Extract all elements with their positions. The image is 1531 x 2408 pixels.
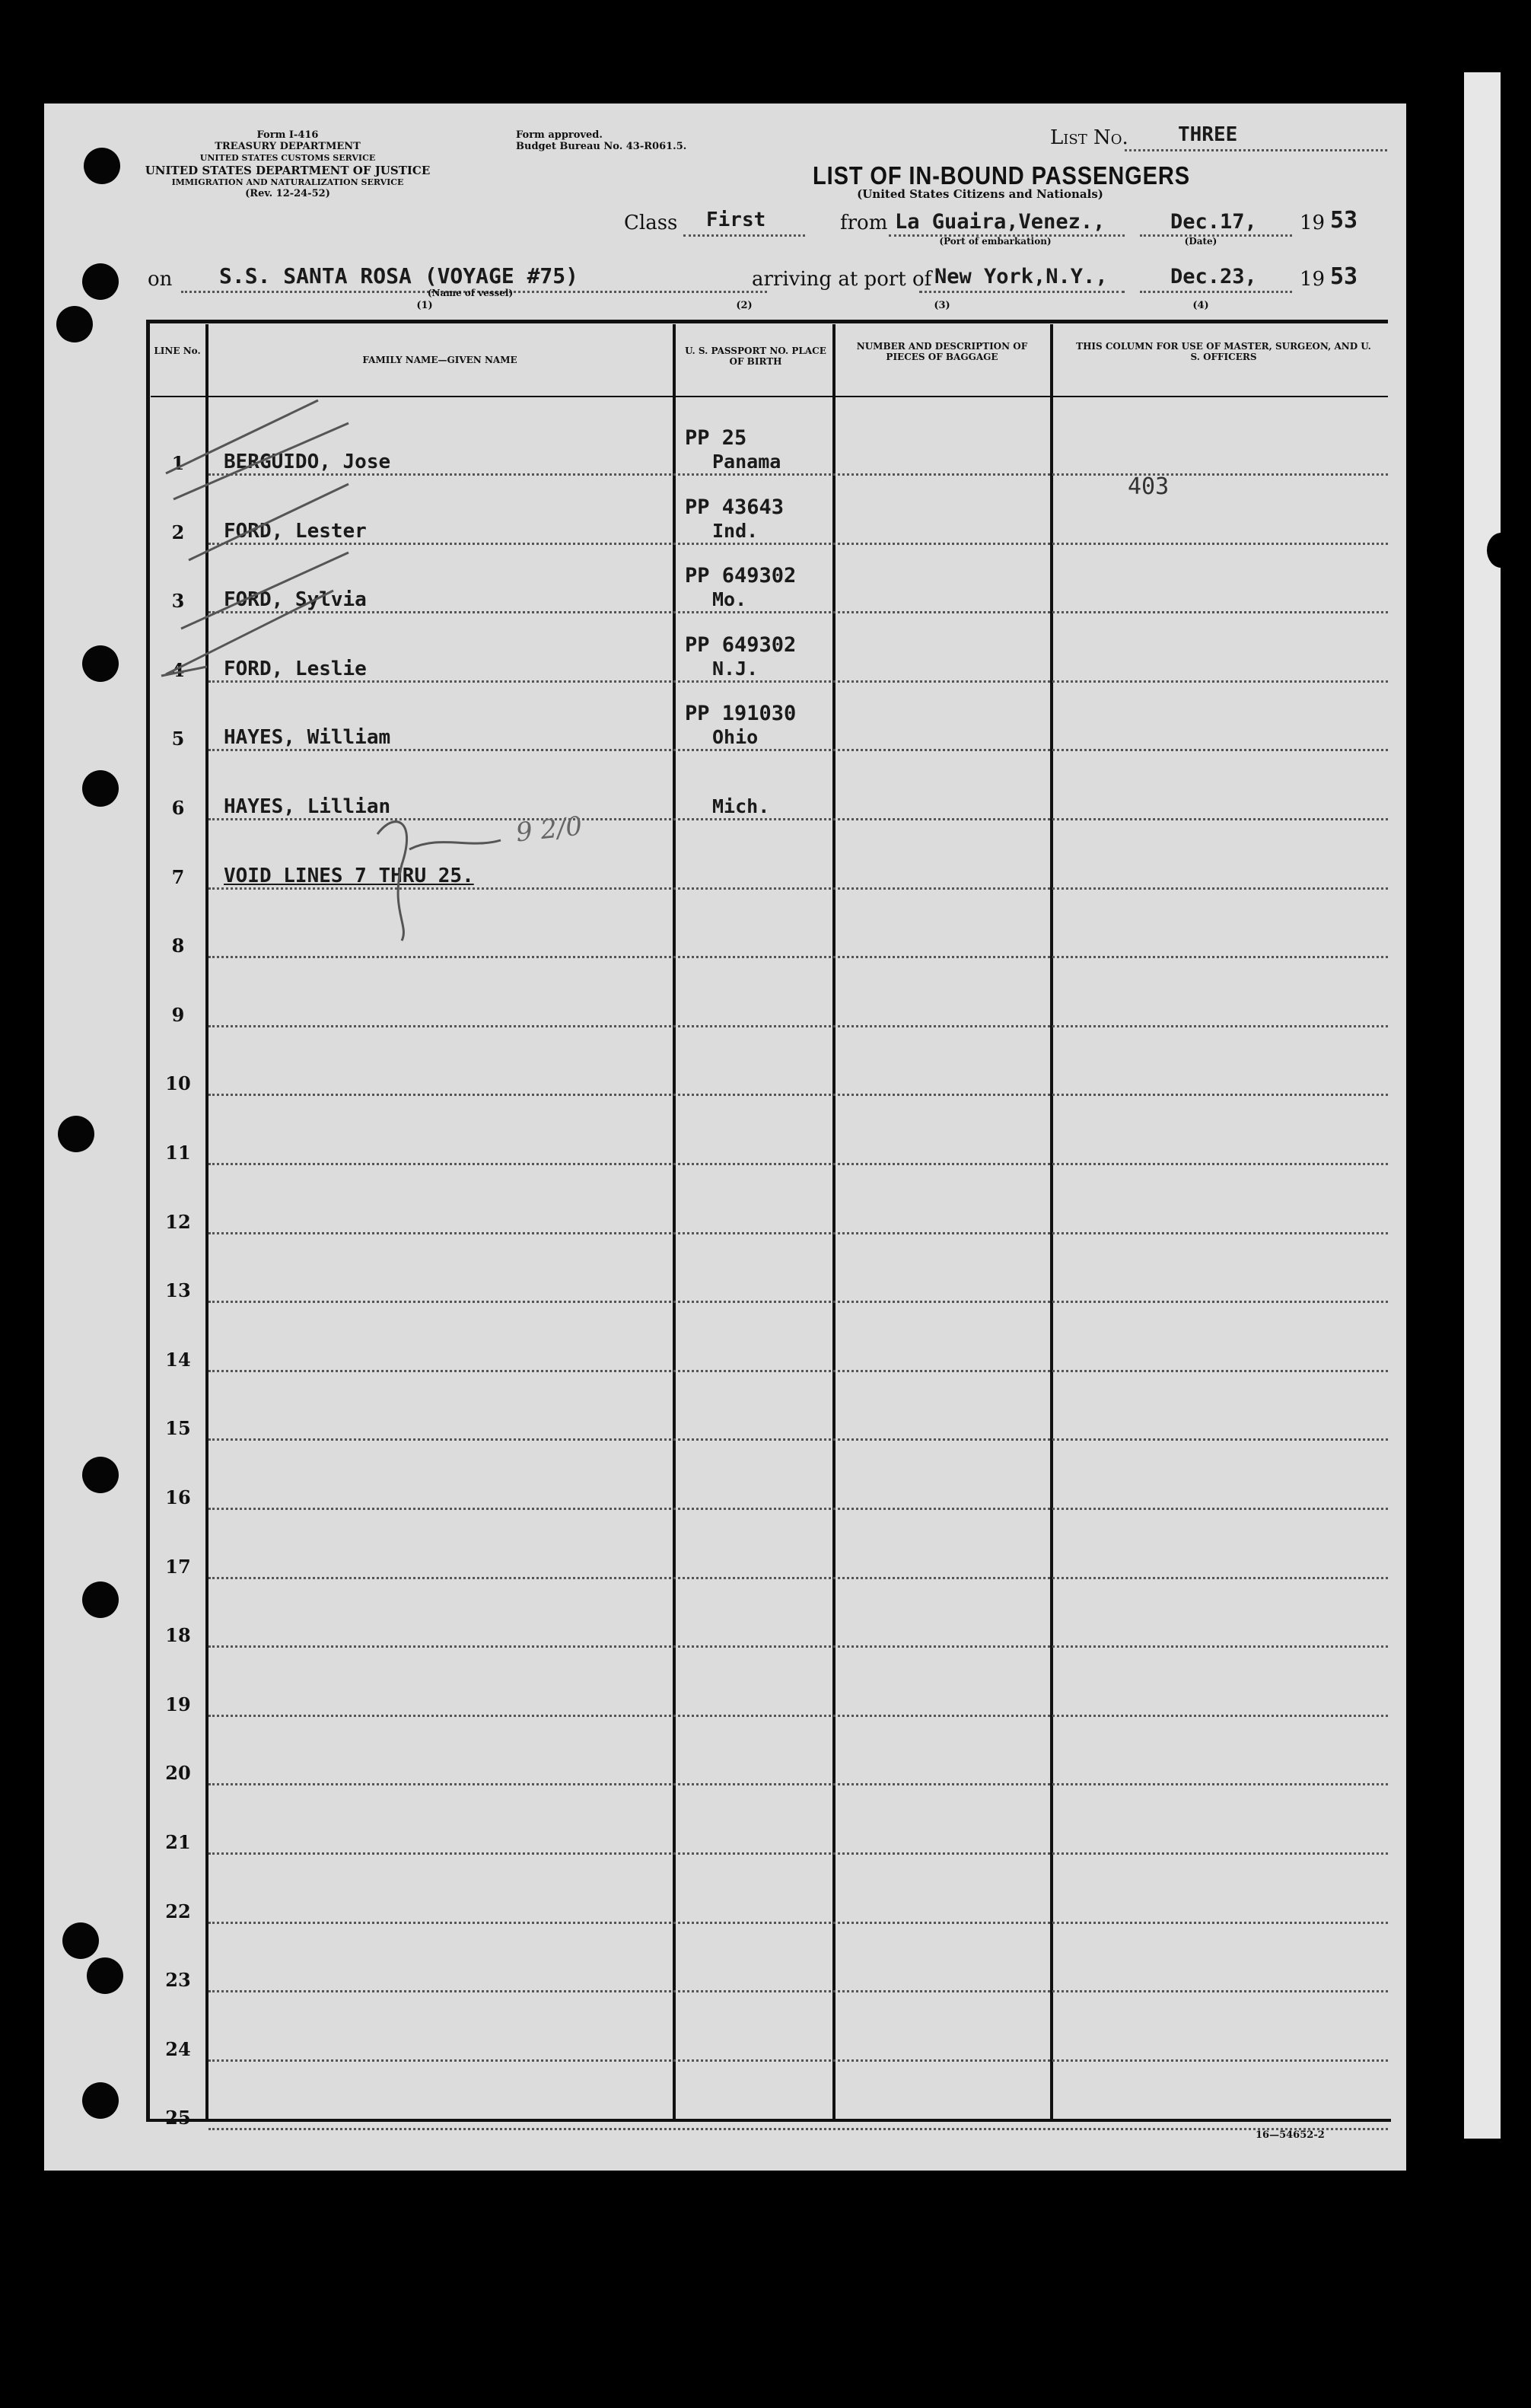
caption: (Date) <box>1184 236 1217 247</box>
passenger-name: FORD, Sylvia <box>224 588 367 612</box>
passport-number: PP 649302 <box>685 564 797 588</box>
arrival-port: New York,N.Y., <box>934 265 1108 288</box>
passport-number: PP 43643 <box>685 495 785 519</box>
line-number: 12 <box>165 1210 191 1233</box>
line-number: 10 <box>165 1072 191 1095</box>
service-name: UNITED STATES CUSTOMS SERVICE <box>199 153 376 163</box>
line-number: 1 <box>171 452 185 474</box>
column-marker: (2) <box>736 300 753 311</box>
page-title: LIST OF IN-BOUND PASSENGERS <box>813 161 1190 190</box>
check-mark <box>173 423 349 499</box>
on-label: on <box>148 268 173 291</box>
revision-date: (Rev. 12-24-52) <box>245 188 330 199</box>
line-number: 7 <box>171 865 185 888</box>
year-prefix: 19 <box>1300 268 1326 291</box>
passenger-name: HAYES, Lillian <box>224 795 391 818</box>
pencil-marks <box>44 104 1406 2171</box>
line-number: 9 <box>171 1003 185 1026</box>
line-number: 19 <box>165 1693 191 1715</box>
line-number: 15 <box>165 1417 191 1440</box>
header-officers: THIS COLUMN FOR USE OF MASTER, SURGEON, AND U. S. OFFICERS <box>1076 341 1371 362</box>
class-value: First <box>706 209 766 231</box>
line-number: 6 <box>171 797 185 819</box>
header-passport: U. S. PASSPORT NO. PLACE OF BIRTH <box>685 346 826 367</box>
vessel-name: S.S. SANTA ROSA (VOYAGE #75) <box>219 263 579 288</box>
line-number: 21 <box>165 1831 191 1853</box>
list-no-value: THREE <box>1178 123 1238 146</box>
check-mark <box>161 667 207 676</box>
passenger-name: VOID LINES 7 THRU 25. <box>224 864 474 887</box>
passenger-name: FORD, Lester <box>224 519 367 543</box>
line-number: 16 <box>165 1486 191 1508</box>
arriving-label: arriving at port of <box>752 268 932 291</box>
place-of-birth: Mo. <box>712 588 747 611</box>
list-no-label: List No. <box>1050 126 1128 149</box>
place-of-birth: N.J. <box>712 657 759 680</box>
line-number: 22 <box>165 1900 191 1922</box>
check-mark <box>166 400 318 473</box>
place-of-birth: Ohio <box>712 726 759 749</box>
passenger-list-sheet <box>44 104 1406 2171</box>
caption: (Port of embarkation) <box>939 236 1052 247</box>
check-mark <box>189 484 349 560</box>
adjacent-page-strip <box>1464 72 1501 2139</box>
form-print-number: 16—54652-2 <box>1256 2129 1325 2141</box>
page-subtitle: (United States Citizens and Nationals) <box>857 187 1103 201</box>
line-number: 2 <box>171 521 185 543</box>
line-number: 17 <box>165 1555 191 1578</box>
place-of-birth: Ind. <box>712 519 759 542</box>
caption: (Name of vessel) <box>427 288 514 298</box>
form-number: Form I-416 <box>256 129 319 141</box>
line-number: 25 <box>165 2107 191 2129</box>
class-label: Class <box>624 212 678 234</box>
line-number: 4 <box>171 658 185 681</box>
line-number: 18 <box>165 1624 191 1647</box>
line-number: 20 <box>165 1762 191 1785</box>
department-name: TREASURY DEPARTMENT <box>215 141 361 152</box>
line-number: 14 <box>165 1348 191 1371</box>
line-number: 8 <box>171 935 185 957</box>
line-number: 24 <box>165 2037 191 2060</box>
embarkation-port: La Guaira,Venez., <box>895 210 1106 234</box>
place-of-birth: Panama <box>712 451 781 473</box>
embarkation-date: Dec.17, <box>1170 210 1257 234</box>
check-mark <box>181 553 349 629</box>
column-marker: (4) <box>1192 300 1209 311</box>
arrival-date: Dec.23, <box>1170 265 1257 288</box>
line-number: 23 <box>165 1969 191 1992</box>
initials-scribble <box>377 822 407 941</box>
department-name: UNITED STATES DEPARTMENT OF JUSTICE <box>145 164 431 177</box>
passport-number: PP 25 <box>685 426 747 450</box>
approval-line: Form approved. <box>516 129 603 141</box>
embarkation-year: 53 <box>1330 207 1358 234</box>
line-number: 13 <box>165 1279 191 1302</box>
binder-hole <box>1487 533 1516 568</box>
passenger-name: HAYES, William <box>224 726 391 750</box>
arrival-year: 53 <box>1330 263 1358 290</box>
column-marker: (1) <box>416 300 433 311</box>
initials-scribble <box>409 840 501 849</box>
header-line-no: LINE No. <box>154 346 201 356</box>
pencil-note: 9 2/0 <box>514 811 584 849</box>
officer-number: 403 <box>1128 473 1170 500</box>
line-number: 5 <box>171 728 185 750</box>
column-marker: (3) <box>934 300 950 311</box>
header-name: FAMILY NAME—GIVEN NAME <box>362 355 517 365</box>
passenger-name: BERGUIDO, Jose <box>224 451 391 473</box>
service-name: IMMIGRATION AND NATURALIZATION SERVICE <box>171 177 404 187</box>
line-number: 3 <box>171 590 185 613</box>
budget-bureau-number: Budget Bureau No. 43-R061.5. <box>516 141 687 152</box>
header-baggage: NUMBER AND DESCRIPTION OF PIECES OF BAGGAGE <box>856 341 1028 362</box>
year-prefix: 19 <box>1300 212 1326 234</box>
place-of-birth: Mich. <box>712 795 770 817</box>
check-mark <box>166 591 333 674</box>
from-label: from <box>840 212 888 234</box>
line-number: 11 <box>165 1142 191 1164</box>
passport-number: PP 649302 <box>685 632 797 657</box>
passenger-name: FORD, Leslie <box>224 657 367 680</box>
passport-number: PP 191030 <box>685 702 797 726</box>
